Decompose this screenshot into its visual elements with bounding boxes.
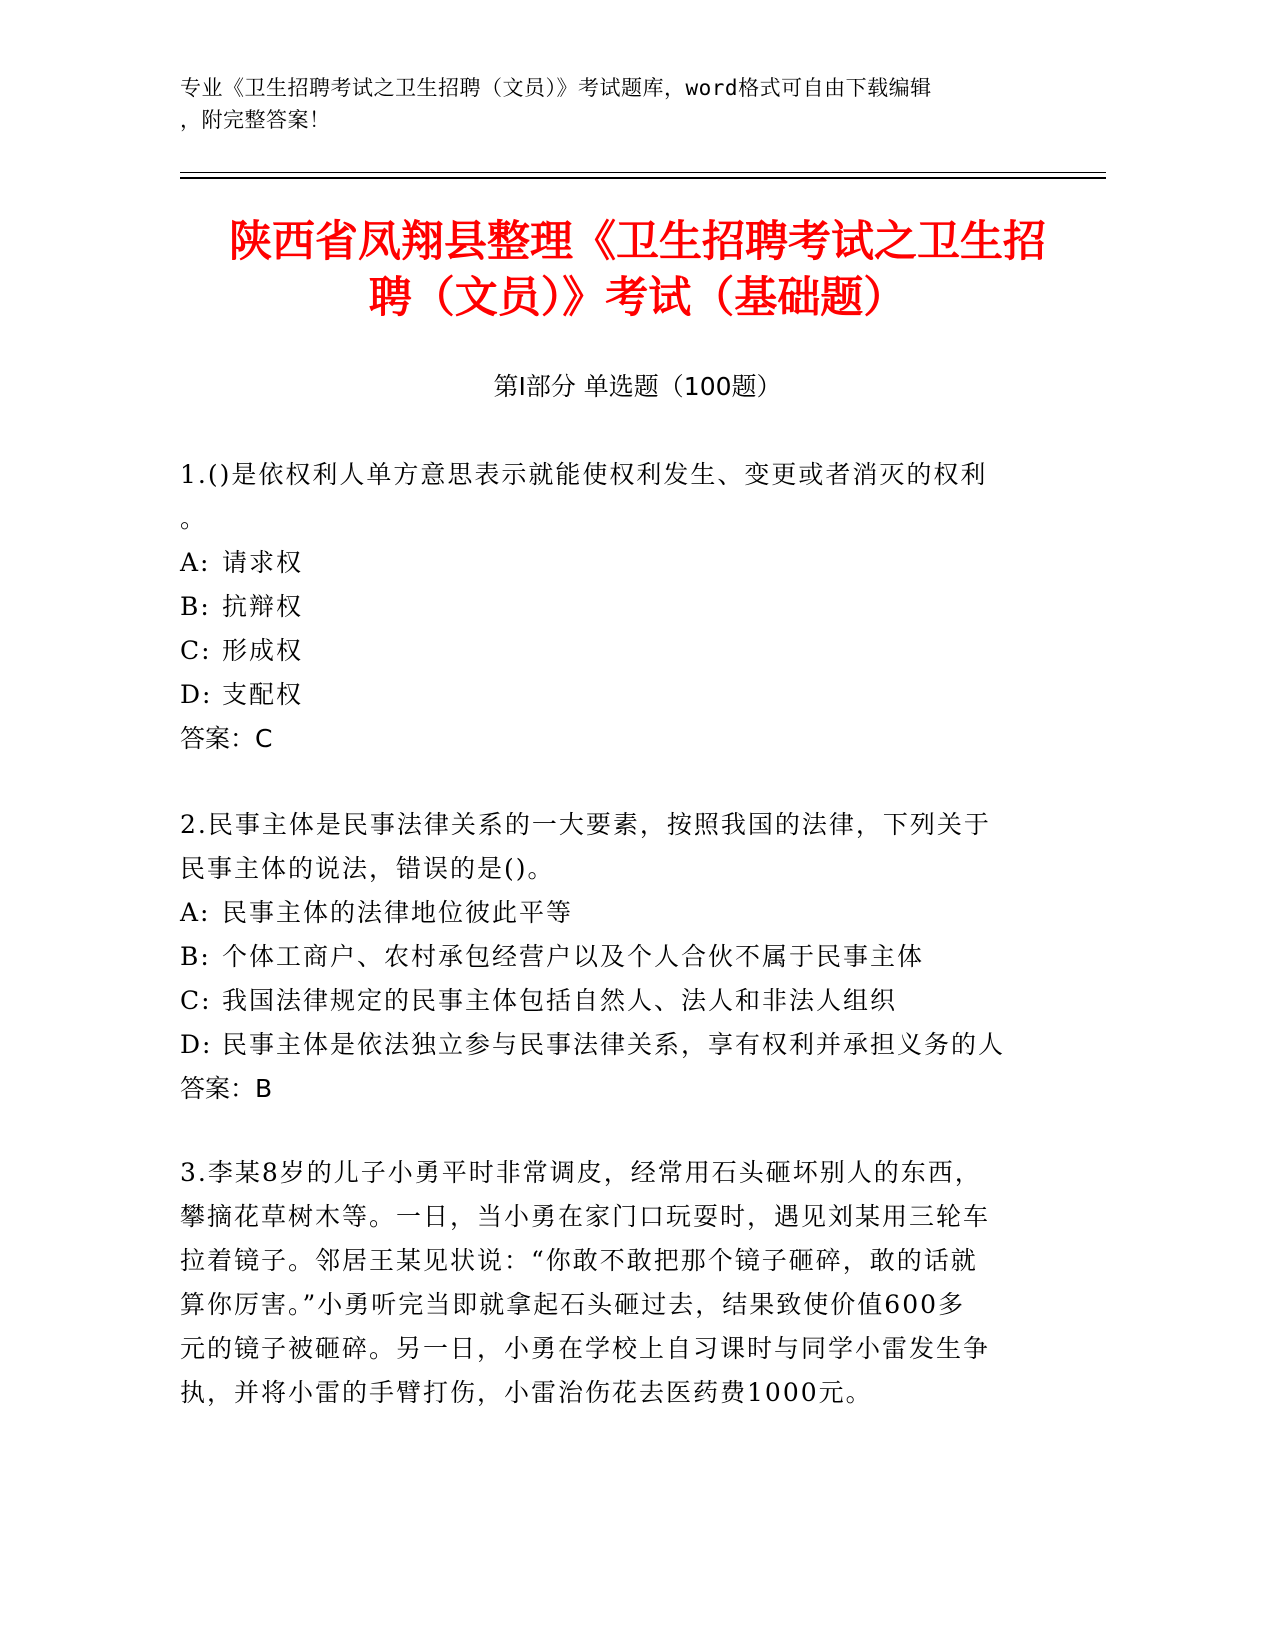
question-stem: 。 [180,504,208,533]
header-divider-thin [180,172,1106,173]
question-stem: 民事主体的说法，错误的是()。 [180,854,555,883]
header-note-line: 专业《卫生招聘考试之卫生招聘（文员）》考试题库，word格式可自由下载编辑 [180,76,932,100]
option-letter: D: [180,1030,213,1059]
option-letter: C: [180,636,212,665]
question-stem: 元的镜子被砸碎。另一日，小勇在学校上自习课时与同学小雷发生争 [180,1334,991,1363]
answer-key: 答案：C [180,724,273,753]
option-text: 民事主体的法律地位彼此平等 [222,898,574,927]
option-text: 个体工商户、农村承包经营户以及个人合伙不属于民事主体 [222,942,925,971]
option-letter: C: [180,986,212,1015]
document-title-line: 聘（文员）》考试（基础题） [368,273,907,323]
question-2 [180,803,1060,1111]
option-text: 请求权 [222,548,304,577]
option-letter: B: [180,942,211,971]
option-letter: B: [180,592,211,621]
question-stem: 攀摘花草树木等。一日，当小勇在家门口玩耍时，遇见刘某用三轮车 [180,1202,991,1231]
question-stem: 拉着镜子。邻居王某见状说：“你敢不敢把那个镜子砸碎，敢的话就 [180,1246,978,1275]
option-a [180,891,1060,935]
header-note [180,72,1060,136]
question-1 [180,453,1060,761]
question-stem: 算你厉害。”小勇听完当即就拿起石头砸过去，结果致使价值600多 [180,1290,966,1319]
option-text: 支配权 [222,680,304,709]
option-a [180,541,1060,585]
header-note-line: ，附完整答案！ [180,108,331,132]
section-title: 第Ⅰ部分 单选题（100题） [493,372,782,401]
question-stem: 执，并将小雷的手臂打伤，小雷治伤花去医药费1000元。 [180,1378,873,1407]
option-d [180,1023,1060,1067]
document-title [150,214,1125,326]
document-title-line: 陕西省凤翔县整理《卫生招聘考试之卫生招 [229,217,1046,267]
option-c [180,979,1060,1023]
header-divider-thick [180,177,1106,179]
question-stem: 1.()是依权利人单方意思表示就能使权利发生、变更或者消灭的权利 [180,460,988,489]
question-stem: 3.李某8岁的儿子小勇平时非常调皮，经常用石头砸坏别人的东西， [180,1158,982,1187]
option-b [180,935,1060,979]
option-letter: A: [180,898,211,927]
option-letter: D: [180,680,213,709]
option-text: 抗辩权 [222,592,304,621]
question-3 [180,1151,1060,1415]
option-text: 民事主体是依法独立参与民事法律关系，享有权利并承担义务的人 [222,1030,1006,1059]
option-c [180,629,1060,673]
option-text: 形成权 [222,636,304,665]
option-letter: A: [180,548,211,577]
option-text: 我国法律规定的民事主体包括自然人、法人和非法人组织 [222,986,898,1015]
option-d [180,673,1060,717]
answer-key: 答案：B [180,1074,273,1103]
option-b [180,585,1060,629]
question-stem: 2.民事主体是民事法律关系的一大要素，按照我国的法律，下列关于 [180,810,991,839]
